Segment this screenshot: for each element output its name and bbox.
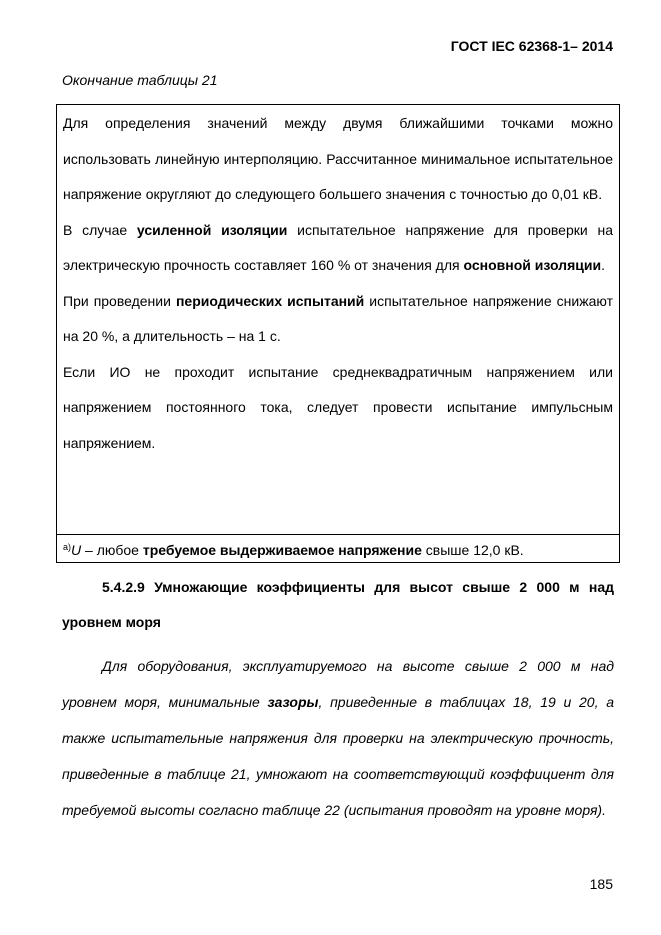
text-run: В случае [63, 221, 137, 238]
text-run: испытательное напряжение снижают на 20 %, а длительность – на 1 с. [63, 292, 613, 344]
document-header: ГОСТ IEC 62368-1– 2014 [450, 38, 613, 54]
page-number: 185 [589, 876, 613, 892]
term-periodic-tests: периодических испытаний [175, 292, 365, 309]
text-run: свыше 12,0 кВ. [421, 542, 524, 558]
table-21-continuation [56, 104, 620, 563]
term-required-withstand-voltage: требуемое выдерживаемое напряжение [142, 542, 422, 558]
term-clearances: зазоры [267, 694, 319, 710]
table-paragraph-reinforced-insulation [63, 213, 613, 284]
table-body-cell [57, 105, 619, 535]
footnote-mark: а) [63, 542, 72, 552]
text-run: . [601, 257, 605, 273]
section-heading: 5.4.2.9 Умножающие коэффициенты для высот свыше 2 000 м над уровнем моря [62, 579, 614, 630]
section-body-paragraph [62, 648, 614, 828]
text-run: – любое [81, 542, 143, 558]
table-paragraph-interpolation: Для определения значений между двумя ближайшими точками можно использовать линейную интерполяцию. Рассчитанное минимальное испытательное напряжение округляют до следующего большего значения с точностью до 0,01 кВ. [63, 115, 613, 202]
table-paragraph-impulse-test: Если ИО не проходит испытание среднеквадратичным напряжением или напряжением постоянного тока, следует провести испытание импульсным напряжением. [63, 363, 613, 451]
text-run: испытательное напряжение для проверки на электрическую прочность составляет 160 % от значения для [63, 221, 613, 273]
text-run: При проведении [63, 292, 176, 309]
text-run: Для оборудования, эксплуатируемого на высоте свыше 2 000 м над уровнем моря, минимальные [62, 658, 614, 710]
term-reinforced-insulation: усиленной изоляции [136, 221, 288, 238]
term-basic-insulation: основной изоляции [463, 257, 602, 273]
text-run: , приведенные в таблицах 18, 19 и 20, а также испытательные напряжения для проверки на электрическую прочность, приведенные в таблице 21, умножают на соответствующий коэффициент для требуемой высоты согласно таблице 22 (испытания проводят на уровне моря). [62, 694, 614, 818]
table-footnote [63, 538, 613, 559]
table-caption: Окончание таблицы 21 [62, 72, 218, 88]
table-paragraph-periodic-tests [63, 284, 613, 355]
footnote-variable: U [71, 542, 82, 558]
